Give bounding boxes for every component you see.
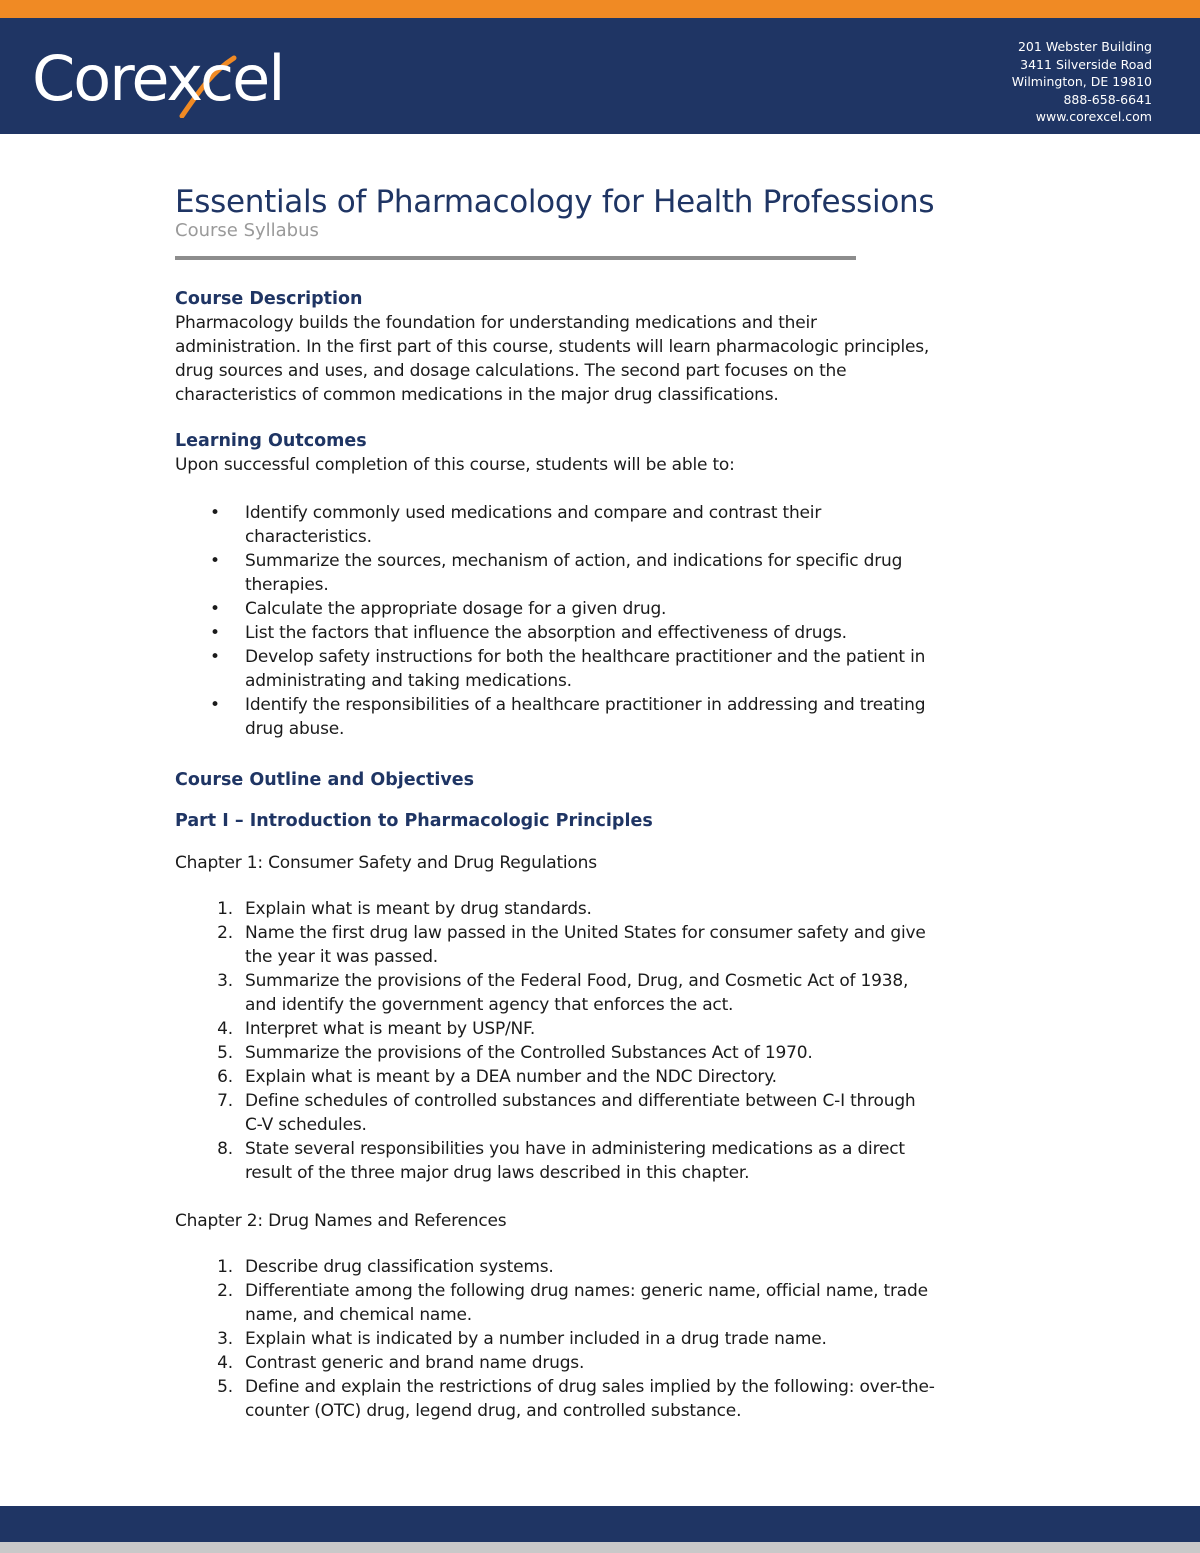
course-description-text: Pharmacology builds the foundation for understanding medications and their administration. In the first part of this course, students will learn pharmacologic principles, drug sources and uses, and dosage calculations. The second part focuses on the characteristics of common medications in the major drug classifications. xyxy=(175,313,930,405)
list-item xyxy=(175,645,975,693)
list-item-text: Contrast generic and brand name drugs. xyxy=(245,1353,585,1373)
list-number: 5. xyxy=(217,1377,233,1397)
list-item xyxy=(175,1017,975,1041)
list-number: 3. xyxy=(217,1329,233,1349)
list-item-text: Define schedules of controlled substances and differentiate between C-I through C-V schedules. xyxy=(245,1091,916,1135)
list-item xyxy=(175,693,975,741)
list-item xyxy=(175,1375,975,1423)
bullet-icon: • xyxy=(210,623,220,643)
list-item xyxy=(175,501,975,549)
list-number: 4. xyxy=(217,1353,233,1373)
list-number: 1. xyxy=(217,1257,233,1277)
top-accent-stripe xyxy=(0,0,1200,18)
list-number: 2. xyxy=(217,923,233,943)
list-item xyxy=(175,597,975,621)
chapter-objectives-list xyxy=(175,897,975,1185)
bullet-icon: • xyxy=(210,551,220,571)
footer-band xyxy=(0,1506,1200,1542)
list-item xyxy=(175,1279,975,1327)
list-item xyxy=(175,1255,975,1279)
website-link[interactable]: www.corexcel.com xyxy=(1035,109,1152,124)
part-heading: Part I – Introduction to Pharmacologic Principles xyxy=(175,811,653,831)
document-subtitle: Course Syllabus xyxy=(175,220,319,241)
chapter-title: Chapter 1: Consumer Safety and Drug Regulations xyxy=(175,853,597,873)
list-item xyxy=(175,897,975,921)
list-item xyxy=(175,1089,975,1137)
list-number: 3. xyxy=(217,971,233,991)
list-item-text: Summarize the provisions of the Controlled Substances Act of 1970. xyxy=(245,1043,813,1063)
list-item xyxy=(175,549,975,597)
list-item xyxy=(175,921,975,969)
list-number: 6. xyxy=(217,1067,233,1087)
list-item-text: Identify commonly used medications and compare and contrast their characteristics. xyxy=(245,503,822,547)
address-line: Wilmington, DE 19810 xyxy=(1011,74,1152,89)
list-number: 5. xyxy=(217,1043,233,1063)
list-item-text: State several responsibilities you have in administering medications as a direct result of the three major drug laws described in this chapter. xyxy=(245,1139,905,1183)
list-item-text: Describe drug classification systems. xyxy=(245,1257,554,1277)
course-outline-heading: Course Outline and Objectives xyxy=(175,770,475,790)
list-item-text: Interpret what is meant by USP/NF. xyxy=(245,1019,536,1039)
list-item-text: Identify the responsibilities of a healthcare practitioner in addressing and treating drug abuse. xyxy=(245,695,926,739)
list-item-text: Summarize the provisions of the Federal Food, Drug, and Cosmetic Act of 1938, and identify the government agency that enforces the act. xyxy=(245,971,909,1015)
list-item xyxy=(175,621,975,645)
list-item-text: Develop safety instructions for both the healthcare practitioner and the patient in administrating and taking medications. xyxy=(245,647,926,691)
bullet-icon: • xyxy=(210,695,220,715)
title-divider xyxy=(175,256,856,260)
list-item xyxy=(175,1327,975,1351)
list-item xyxy=(175,1041,975,1065)
learning-outcomes-list xyxy=(175,501,975,741)
list-item-text: Differentiate among the following drug names: generic name, official name, trade name, and chemical name. xyxy=(245,1281,928,1325)
list-item-text: Calculate the appropriate dosage for a given drug. xyxy=(245,599,667,619)
list-item-text: Define and explain the restrictions of drug sales implied by the following: over-the- counter (OTC) drug, legend drug, and controlled substance. xyxy=(245,1377,935,1421)
list-item xyxy=(175,1065,975,1089)
syllabus-content xyxy=(175,180,975,1423)
list-number: 4. xyxy=(217,1019,233,1039)
list-item-text: Explain what is indicated by a number included in a drug trade name. xyxy=(245,1329,827,1349)
list-item-text: List the factors that influence the absorption and effectiveness of drugs. xyxy=(245,623,847,643)
bullet-icon: • xyxy=(210,503,220,523)
corexcel-logo xyxy=(32,38,292,118)
bullet-icon: • xyxy=(210,599,220,619)
chapter-objectives-list xyxy=(175,1255,975,1423)
learning-outcomes-intro: Upon successful completion of this course, students will be able to: xyxy=(175,455,735,475)
bullet-icon: • xyxy=(210,647,220,667)
list-item-text: Name the first drug law passed in the United States for consumer safety and give the year it was passed. xyxy=(245,923,926,967)
learning-outcomes-heading: Learning Outcomes xyxy=(175,431,367,451)
letterhead-band xyxy=(0,18,1200,134)
list-item-text: Explain what is meant by drug standards. xyxy=(245,899,592,919)
logo-wordmark: Corexcel xyxy=(32,42,284,115)
chapter-title: Chapter 2: Drug Names and References xyxy=(175,1211,507,1231)
document-title: Essentials of Pharmacology for Health Professions xyxy=(175,184,935,220)
address-line: 3411 Silverside Road xyxy=(1020,56,1152,72)
company-address xyxy=(1012,38,1152,126)
list-item-text: Explain what is meant by a DEA number and the NDC Directory. xyxy=(245,1067,777,1087)
address-line: 201 Webster Building xyxy=(1017,39,1152,54)
phone-number: 888-658-6641 xyxy=(1063,91,1152,107)
list-number: 1. xyxy=(217,899,233,919)
list-item xyxy=(175,969,975,1017)
list-item xyxy=(175,1137,975,1185)
footer-stripe xyxy=(0,1542,1200,1553)
list-number: 7. xyxy=(217,1091,233,1111)
list-number: 2. xyxy=(217,1281,233,1301)
course-description-heading: Course Description xyxy=(175,289,363,309)
list-item-text: Summarize the sources, mechanism of action, and indications for specific drug therapies. xyxy=(245,551,903,595)
list-item xyxy=(175,1351,975,1375)
list-number: 8. xyxy=(217,1139,233,1159)
